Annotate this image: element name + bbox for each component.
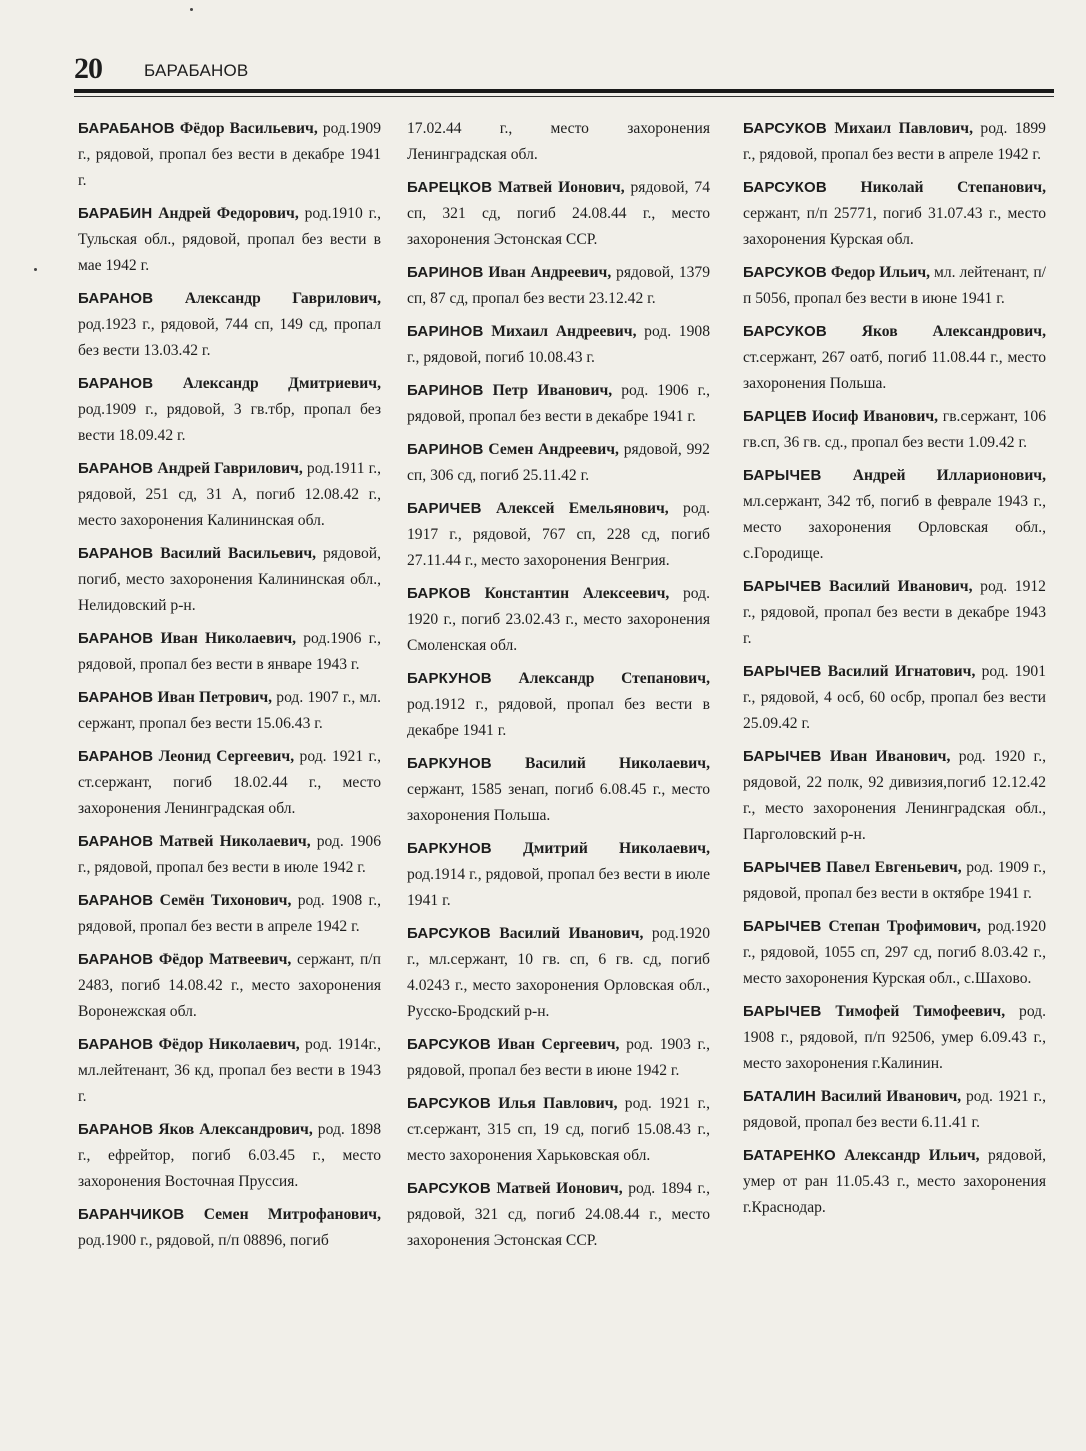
entry-given-name: Николай Степанович, xyxy=(860,179,1046,196)
page-number: 20 xyxy=(74,52,102,85)
person-entry xyxy=(743,175,1046,253)
entry-details: гв.сержант, 106 гв.сп, 36 гв. сд., пропал без вести 1.09.42 г. xyxy=(743,408,1047,451)
entry-details: род. 1917 г., рядовой, 767 сп, 228 сд, погиб 27.11.44 г., место захоронения Венгрия. xyxy=(407,500,710,569)
entry-given-name: Василий Иванович, xyxy=(499,925,644,942)
entry-details: род.1920 г., рядовой, 1055 сп, 297 сд, погиб 8.03.42 г., место захоронения Курская обл., с.Шахово. xyxy=(743,918,1047,987)
person-entry xyxy=(78,286,381,364)
person-entry xyxy=(78,626,381,678)
entry-details: род. 1921 г., ст.сержант, 315 сп, 19 сд, погиб 15.08.43 г., место захоронения Харьковская обл. xyxy=(407,1095,710,1164)
entry-given-name: Степан Трофимович, xyxy=(828,918,981,935)
entry-given-name: Матвей Ионович, xyxy=(498,179,625,196)
person-entry xyxy=(407,1032,710,1084)
entry-given-name: Семен Андреевич, xyxy=(488,441,619,458)
header-rule xyxy=(74,89,1054,93)
person-entry xyxy=(78,1117,381,1195)
person-entry xyxy=(743,319,1046,397)
person-entry xyxy=(743,659,1046,737)
entry-given-name: Александр Гаврилович, xyxy=(184,290,381,307)
person-entry xyxy=(407,666,710,744)
entry-surname: БАРСУКОВ xyxy=(407,1095,491,1112)
entry-given-name: Василий Васильевич, xyxy=(160,545,317,562)
print-speck xyxy=(190,8,193,11)
entry-surname: БАРКОВ xyxy=(407,585,471,602)
entry-details: мл.сержант, 342 тб, погиб в феврале 1943 г., место захоронения Орловская обл., с.Городище. xyxy=(743,493,1046,562)
entry-surname: БАРСУКОВ xyxy=(407,925,491,942)
entry-details: род.1911 г., рядовой, 251 сд, 31 А, погиб 12.08.42 г., место захоронения Калининская обл. xyxy=(78,460,382,529)
person-entry xyxy=(743,1143,1046,1221)
person-entry xyxy=(743,260,1046,312)
entry-details: род.1909 г., рядовой, 3 гв.тбр, пропал без вести 18.09.42 г. xyxy=(78,401,381,444)
entry-details: рядовой, погиб, место захоронения Калининская обл., Нелидовский р-н. xyxy=(78,545,381,614)
entry-given-name: Фёдор Матвеевич, xyxy=(158,951,292,968)
person-entry xyxy=(743,574,1046,652)
entry-given-name: Иван Сергеевич, xyxy=(497,1036,620,1053)
person-entry xyxy=(78,201,381,279)
entry-surname: БАРЫЧЕВ xyxy=(743,578,822,595)
entry-details: род.1914 г., рядовой, пропал без вести в июле 1941 г. xyxy=(407,866,710,909)
entry-details: сержант, п/п 25771, погиб 31.07.43 г., место захоронения Курская обл. xyxy=(743,205,1046,248)
entry-details: род.1923 г., рядовой, 744 сп, 149 сд, пропал без вести 13.03.42 г. xyxy=(78,316,381,359)
person-entry xyxy=(743,463,1046,567)
entry-surname: БАРСУКОВ xyxy=(743,179,827,196)
entry-given-name: Александр Ильич, xyxy=(844,1147,980,1164)
entry-details: рядовой, 1379 сп, 87 сд, пропал без вести 23.12.42 г. xyxy=(407,264,711,307)
entry-details: род. 1903 г., рядовой, пропал без вести в июне 1942 г. xyxy=(407,1036,710,1079)
entry-details: род.1900 г., рядовой, п/п 08896, погиб xyxy=(78,1232,329,1249)
person-entry xyxy=(407,116,710,168)
entry-details: род. 1912 г., рядовой, пропал без вести в декабре 1943 г. xyxy=(743,578,1046,647)
entry-details: мл. лейтенант, п/п 5056, пропал без вести в июне 1941 г. xyxy=(743,264,1046,307)
person-entry xyxy=(78,1202,381,1254)
entry-given-name: Василий Иванович, xyxy=(829,578,973,595)
entry-details: сержант, 1585 зенап, погиб 6.08.45 г., место захоронения Польша. xyxy=(407,781,710,824)
entry-surname: БАРСУКОВ xyxy=(743,264,827,281)
person-entry xyxy=(78,1032,381,1110)
entry-surname: БАРЫЧЕВ xyxy=(743,859,822,876)
entry-surname: БАРАНОВ xyxy=(78,892,154,909)
entry-surname: БАРЕЦКОВ xyxy=(407,179,493,196)
entry-details: род. 1908 г., рядовой, п/п 92506, умер 6.09.43 г., место захоронения г.Калинин. xyxy=(743,1003,1047,1072)
entry-details: род.1920 г., мл.сержант, 10 гв. сп, 6 гв. сд, погиб 4.0243 г., место захоронения Орловская обл., Русско-Бродский р-н. xyxy=(407,925,710,1020)
column-3 xyxy=(743,116,1046,1228)
entry-surname: БАРИНОВ xyxy=(407,382,484,399)
header-rule-thin xyxy=(74,96,1054,97)
entry-given-name: Павел Евгеньевич, xyxy=(826,859,962,876)
entry-surname: БАРАНОВ xyxy=(78,375,154,392)
entry-details: род.1910 г., Тульская обл., рядовой, пропал без вести в мае 1942 г. xyxy=(78,205,382,274)
entry-given-name: Семён Тихонович, xyxy=(159,892,292,909)
column-2 xyxy=(407,116,710,1261)
entry-details: рядовой, умер от ран 11.05.43 г., место захоронения г.Краснодар. xyxy=(743,1147,1046,1216)
entry-given-name: Иван Николаевич, xyxy=(160,630,297,647)
person-entry xyxy=(743,914,1046,992)
entry-given-name: Илья Павлович, xyxy=(498,1095,618,1112)
entry-given-name: Александр Степанович, xyxy=(518,670,710,687)
entry-surname: БАРКУНОВ xyxy=(407,670,492,687)
entry-given-name: Андрей Гаврилович, xyxy=(157,460,303,477)
entry-details: род. 1906 г., рядовой, пропал без вести в июле 1942 г. xyxy=(78,833,381,876)
entry-surname: БАРИНОВ xyxy=(407,264,484,281)
entry-surname: БАРИНОВ xyxy=(407,323,484,340)
entry-surname: БАРАНОВ xyxy=(78,951,154,968)
person-entry xyxy=(78,947,381,1025)
person-entry xyxy=(78,888,381,940)
entry-details: род. 1920 г., рядовой, 22 полк, 92 дивизия,погиб 12.12.42 г., место захоронения Ленинградская обл., Парголовский р-н. xyxy=(743,748,1046,843)
entry-surname: БАРИНОВ xyxy=(407,441,484,458)
entry-details: рядовой, 74 сп, 321 сд, погиб 24.08.44 г., место захоронения Эстонская ССР. xyxy=(407,179,710,248)
entry-surname: БАРСУКОВ xyxy=(743,120,827,137)
person-entry xyxy=(407,1091,710,1169)
entry-details: 17.02.44 г., место захоронения Ленинградская обл. xyxy=(407,120,710,163)
entry-surname: БАРЫЧЕВ xyxy=(743,663,822,680)
entry-details: род. 1899 г., рядовой, пропал без вести в апреле 1942 г. xyxy=(743,120,1046,163)
entry-surname: БАРАБИН xyxy=(78,205,153,222)
entry-given-name: Василий Игнатович, xyxy=(827,663,976,680)
person-entry xyxy=(407,921,710,1025)
entry-given-name: Фёдор Васильевич, xyxy=(179,120,318,137)
entry-details: род. 1909 г., рядовой, пропал без вести в октябре 1941 г. xyxy=(743,859,1046,902)
entry-details: род. 1920 г., погиб 23.02.43 г., место захоронения Смоленская обл. xyxy=(407,585,710,654)
entry-details: род. 1901 г., рядовой, 4 осб, 60 осбр, пропал без вести 25.09.42 г. xyxy=(743,663,1046,732)
entry-details: род.1912 г., рядовой, пропал без вести в декабре 1941 г. xyxy=(407,696,710,739)
entry-details: род. 1894 г., рядовой, 321 сд, погиб 24.08.44 г., место захоронения Эстонская ССР. xyxy=(407,1180,710,1249)
person-entry xyxy=(407,581,710,659)
entry-details: рядовой, 992 сп, 306 сд, погиб 25.11.42 г. xyxy=(407,441,710,484)
print-speck xyxy=(34,268,37,271)
entry-given-name: Леонид Сергеевич, xyxy=(158,748,295,765)
person-entry xyxy=(78,829,381,881)
entry-given-name: Александр Дмитриевич, xyxy=(182,375,381,392)
entry-given-name: Иван Петрович, xyxy=(157,689,273,706)
entry-surname: БАРЫЧЕВ xyxy=(743,1003,822,1020)
person-entry xyxy=(743,855,1046,907)
entry-surname: БАРАНОВ xyxy=(78,460,154,477)
person-entry xyxy=(407,496,710,574)
entry-given-name: Иосиф Иванович, xyxy=(811,408,939,425)
entry-surname: БАТАЛИН xyxy=(743,1088,817,1105)
entry-given-name: Фёдор Николаевич, xyxy=(158,1036,300,1053)
person-entry xyxy=(743,1084,1046,1136)
entry-surname: БАРАНОВ xyxy=(78,290,154,307)
entry-given-name: Федор Ильич, xyxy=(830,264,931,281)
entry-given-name: Константин Алексеевич, xyxy=(484,585,670,602)
entry-details: род. 1898 г., ефрейтор, погиб 6.03.45 г., место захоронения Восточная Пруссия. xyxy=(78,1121,381,1190)
entry-given-name: Михаил Андреевич, xyxy=(491,323,637,340)
entry-given-name: Петр Иванович, xyxy=(492,382,613,399)
person-entry xyxy=(407,175,710,253)
running-head: БАРАБАНОВ xyxy=(144,61,249,80)
entry-surname: БАРАНЧИКОВ xyxy=(78,1206,185,1223)
entry-surname: БАРЫЧЕВ xyxy=(743,918,822,935)
entry-details: род.1906 г., рядовой, пропал без вести в январе 1943 г. xyxy=(78,630,382,673)
entry-surname: БАРЫЧЕВ xyxy=(743,748,822,765)
entry-surname: БАРЦЕВ xyxy=(743,408,808,425)
person-entry xyxy=(78,541,381,619)
entry-given-name: Алексей Емельянович, xyxy=(495,500,669,517)
entry-given-name: Семен Митрофанович, xyxy=(203,1206,381,1223)
entry-details: род. 1914г., мл.лейтенант, 36 кд, пропал без вести в 1943 г. xyxy=(78,1036,381,1105)
person-entry xyxy=(78,456,381,534)
entry-surname: БАРАНОВ xyxy=(78,1121,154,1138)
entry-given-name: Яков Александрович, xyxy=(158,1121,313,1138)
person-entry xyxy=(78,685,381,737)
entry-given-name: Василий Николаевич, xyxy=(524,755,710,772)
entry-details: ст.сержант, 267 оатб, погиб 11.08.44 г., место захоронения Польша. xyxy=(743,349,1046,392)
entry-surname: БАРСУКОВ xyxy=(743,323,827,340)
entry-details: род. 1908 г., рядовой, пропал без вести в апреле 1942 г. xyxy=(78,892,381,935)
entry-given-name: Яков Александрович, xyxy=(861,323,1046,340)
person-entry xyxy=(78,116,381,194)
column-1 xyxy=(78,116,381,1261)
entry-given-name: Михаил Павлович, xyxy=(834,120,973,137)
entry-given-name: Матвей Ионович, xyxy=(496,1180,623,1197)
page-header xyxy=(74,50,1054,90)
person-entry xyxy=(407,836,710,914)
entry-surname: БАРКУНОВ xyxy=(407,755,492,772)
entry-surname: БАТАРЕНКО xyxy=(743,1147,836,1164)
person-entry xyxy=(407,1176,710,1254)
person-entry xyxy=(407,437,710,489)
entry-given-name: Андрей Федорович, xyxy=(158,205,299,222)
person-entry xyxy=(407,378,710,430)
person-entry xyxy=(743,999,1046,1077)
person-entry xyxy=(407,751,710,829)
entry-surname: БАРАНОВ xyxy=(78,1036,154,1053)
entry-given-name: Иван Андреевич, xyxy=(488,264,612,281)
person-entry xyxy=(407,319,710,371)
entry-details: род. 1908 г., рядовой, погиб 10.08.43 г. xyxy=(407,323,710,366)
entry-surname: БАРСУКОВ xyxy=(407,1180,491,1197)
person-entry xyxy=(743,404,1046,456)
entry-details: род. 1907 г., мл. сержант, пропал без вести 15.06.43 г. xyxy=(78,689,381,732)
entry-surname: БАРАНОВ xyxy=(78,748,154,765)
entry-given-name: Андрей Илларионович, xyxy=(852,467,1046,484)
entry-given-name: Тимофей Тимофеевич, xyxy=(835,1003,1006,1020)
entry-details: род. 1906 г., рядовой, пропал без вести в декабре 1941 г. xyxy=(407,382,711,425)
person-entry xyxy=(743,116,1046,168)
entry-given-name: Василий Иванович, xyxy=(820,1088,962,1105)
entry-surname: БАРАНОВ xyxy=(78,833,154,850)
entry-details: род. 1921 г., ст.сержант, погиб 18.02.44 г., место захоронения Ленинградская обл. xyxy=(78,748,381,817)
entry-details: род.1909 г., рядовой, пропал без вести в декабре 1941 г. xyxy=(78,120,381,189)
entry-surname: БАРКУНОВ xyxy=(407,840,492,857)
entry-given-name: Дмитрий Николаевич, xyxy=(522,840,710,857)
person-entry xyxy=(407,260,710,312)
entry-given-name: Матвей Николаевич, xyxy=(159,833,311,850)
entry-given-name: Иван Иванович, xyxy=(829,748,951,765)
person-entry xyxy=(743,744,1046,848)
person-entry xyxy=(78,744,381,822)
entry-surname: БАРСУКОВ xyxy=(407,1036,491,1053)
entry-surname: БАРЫЧЕВ xyxy=(743,467,822,484)
entry-surname: БАРИЧЕВ xyxy=(407,500,482,517)
entry-details: род. 1921 г., рядовой, пропал без вести 6.11.41 г. xyxy=(743,1088,1046,1131)
entry-surname: БАРАНОВ xyxy=(78,689,154,706)
person-entry xyxy=(78,371,381,449)
entry-surname: БАРАНОВ xyxy=(78,630,154,647)
entry-surname: БАРАБАНОВ xyxy=(78,120,175,137)
entry-details: сержант, п/п 2483, погиб 14.08.42 г., место захоронения Воронежская обл. xyxy=(78,951,381,1020)
entry-surname: БАРАНОВ xyxy=(78,545,154,562)
